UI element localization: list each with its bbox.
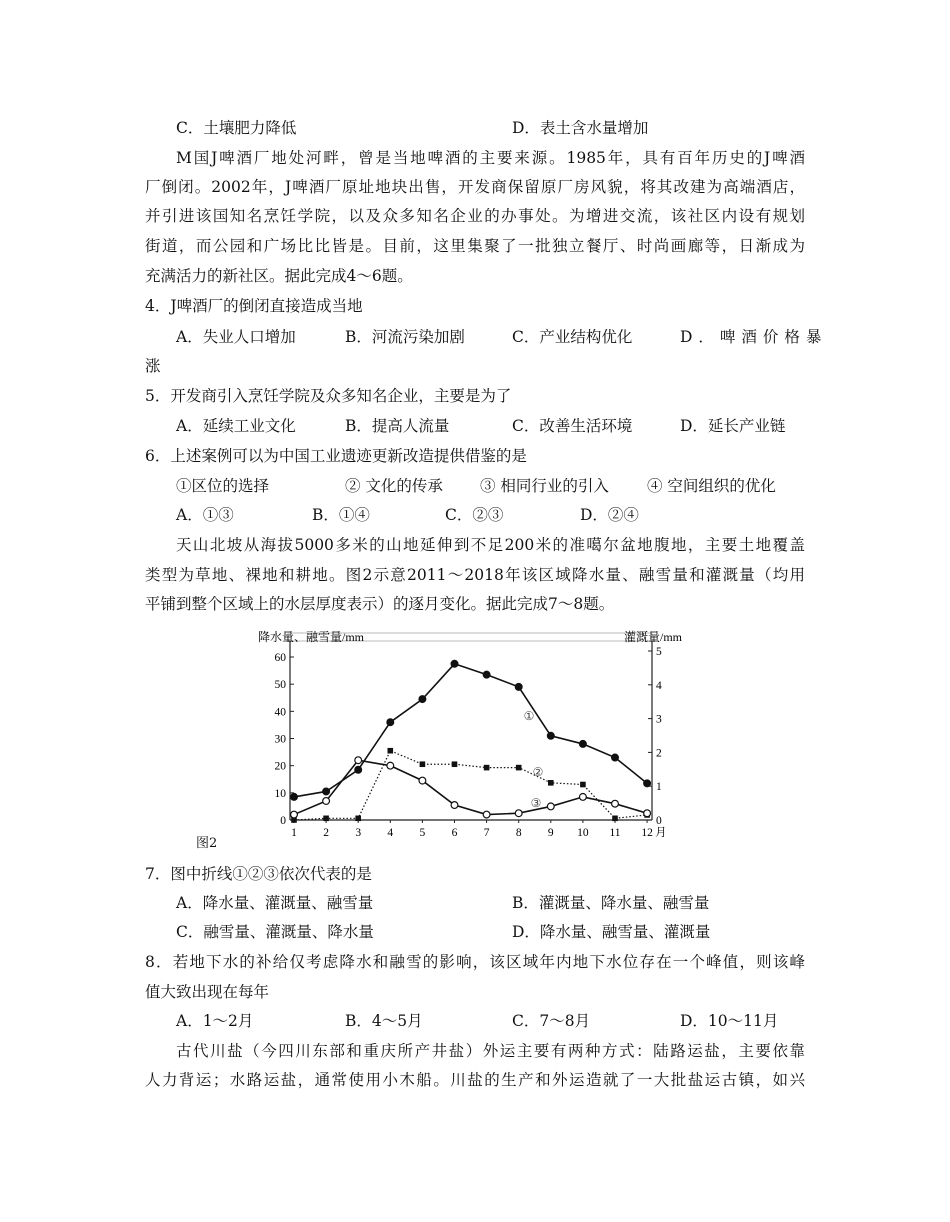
series-2-point — [323, 816, 329, 822]
left-tick-label: 40 — [274, 706, 286, 719]
series-label-3: ③ — [530, 796, 542, 810]
series-1-point — [323, 788, 330, 795]
x-tick-label: 7 — [483, 827, 490, 839]
series-1-point — [547, 732, 554, 739]
series-3-point — [515, 810, 522, 817]
q6-item: ③ 相同行业的引入 — [480, 477, 609, 495]
q5-option-c: C．改善生活环境 — [512, 417, 633, 435]
right-tick-label: 4 — [656, 679, 662, 692]
figure-caption: 图2 — [196, 836, 218, 851]
x-tick-label: 11 — [609, 827, 621, 839]
q6-item: ①区位的选择 — [176, 477, 270, 495]
left-tick-label: 20 — [274, 760, 286, 773]
q5-stem: 5．开发商引入烹饪学院及众多知名企业，主要是为了 — [145, 387, 512, 405]
series-line-1 — [294, 664, 647, 797]
q5-option-d: D．延长产业链 — [680, 417, 786, 435]
series-3-point — [355, 757, 362, 764]
passage1-line: 充满活力的新社区。据此完成4～6题。 — [145, 267, 413, 285]
series-1-point — [515, 683, 522, 690]
left-tick-label: 50 — [274, 679, 286, 692]
series-2-point — [548, 780, 554, 786]
right-axis-label: 灌溉量/mm — [624, 630, 683, 644]
q7-stem: 7．图中折线①②③依次代表的是 — [145, 865, 372, 883]
q6-option-d: D．②④ — [580, 506, 639, 524]
q5-option-a: A．延续工业文化 — [176, 417, 296, 435]
left-tick-label: 60 — [274, 652, 286, 664]
q6-option-b: B．①④ — [312, 506, 370, 524]
x-tick-label: 10 — [577, 827, 589, 839]
q8-stem: 8．若地下水的补给仅考虑降水和融雪的影响，该区域年内地下水位存在一个峰值，则该峰 — [145, 953, 805, 971]
series-3-point — [323, 798, 330, 805]
series-1-point — [387, 719, 394, 726]
series-3-point — [580, 794, 587, 801]
q4-option-a: A．失业人口增加 — [176, 328, 296, 346]
left-axis-label: 降水量、融雪量/mm — [258, 630, 365, 644]
passage1-line: 街道，而公园和广场比比皆是。目前，这里集聚了一批独立餐厅、时尚画廊等，日渐成为 — [145, 237, 805, 255]
q4-option-c: C．产业结构优化 — [512, 328, 633, 346]
right-tick-label: 0 — [656, 815, 662, 827]
passage1-line: 并引进该国知名烹饪学院，以及众多知名企业的办事处。为增进交流，该社区内设有规划 — [145, 207, 805, 225]
figure-2-chart — [250, 625, 700, 860]
passage3-line: 人力背运；水路运盐，通常使用小木船。川盐的生产和外运造就了一大批盐运古镇，如兴 — [145, 1071, 805, 1089]
series-1-point — [451, 660, 458, 667]
series-2-point — [612, 816, 618, 822]
passage1-line: 厂倒闭。2002年，J啤酒厂原址地块出售，开发商保留原厂房风貌，将其改建为高端酒店， — [145, 178, 805, 196]
series-3-point — [483, 811, 490, 818]
series-label-1: ① — [523, 709, 535, 723]
q6-stem: 6．上述案例可以为中国工业遗迹更新改造提供借鉴的是 — [145, 447, 527, 465]
q6-option-a: A．①③ — [176, 506, 234, 524]
x-tick-label: 5 — [419, 827, 426, 839]
right-tick-label: 3 — [656, 713, 662, 726]
series-2-point — [516, 765, 522, 771]
q6-option-c: C．②③ — [445, 506, 504, 524]
q7-option-d: D．降水量、融雪量、灌溉量 — [512, 923, 711, 941]
right-tick-label: 2 — [656, 747, 662, 760]
x-tick-label: 9 — [547, 827, 554, 839]
x-tick-label: 4 — [387, 827, 394, 839]
series-label-2: ② — [532, 765, 544, 779]
x-axis-unit: 月 — [655, 827, 667, 839]
x-tick-label: 1 — [291, 827, 297, 839]
series-3-point — [644, 810, 651, 817]
q8-stem: 值大致出现在每年 — [145, 983, 270, 1001]
q7-option-c: C．融雪量、灌溉量、降水量 — [176, 923, 374, 941]
q4-option-b: B．河流污染加剧 — [345, 328, 465, 346]
series-3-point — [451, 802, 458, 809]
q8-option-c: C．7～8月 — [512, 1012, 591, 1030]
passage3-line: 古代川盐（今四川东部和重庆所产井盐）外运主要有两种方式：陆路运盐，主要依靠 — [176, 1042, 805, 1060]
q6-item: ② 文化的传承 — [345, 477, 443, 495]
series-1-point — [355, 766, 362, 773]
series-1-point — [483, 671, 490, 678]
left-tick-label: 30 — [274, 733, 286, 746]
q7-option-a: A．降水量、灌溉量、融雪量 — [176, 894, 374, 912]
passage1-line: M国J啤酒厂地处河畔，曾是当地啤酒的主要来源。1985年，具有百年历史的J啤酒 — [176, 149, 805, 167]
x-tick-label: 6 — [451, 827, 458, 839]
series-1-point — [580, 741, 587, 748]
series-1-point — [419, 696, 426, 703]
series-3-point — [291, 811, 298, 818]
x-tick-label: 2 — [323, 827, 329, 839]
passage2-line: 天山北坡从海拔5000多米的山地延伸到不足200米的准噶尔盆地腹地，主要土地覆盖 — [176, 536, 805, 554]
series-1-point — [644, 780, 651, 787]
series-line-3 — [294, 760, 647, 814]
series-1-point — [612, 754, 619, 761]
q7-option-b: B．灌溉量、降水量、融雪量 — [512, 894, 710, 912]
series-2-point — [388, 748, 394, 754]
passage2-line: 平铺到整个区域上的水层厚度表示）的逐月变化。据此完成7～8题。 — [145, 595, 615, 613]
series-3-point — [387, 762, 394, 769]
right-tick-label: 1 — [656, 781, 662, 794]
passage2-line: 类型为草地、裸地和耕地。图2示意2011～2018年该区域降水量、融雪量和灌溉量（均用 — [145, 566, 805, 584]
q8-option-d: D．10～11月 — [680, 1012, 779, 1030]
series-2-point — [420, 761, 426, 767]
left-tick-label: 10 — [274, 787, 286, 800]
series-3-point — [547, 803, 554, 810]
series-2-point — [580, 782, 586, 788]
q3-option-c: C．土壤肥力降低 — [176, 119, 297, 137]
series-2-point — [355, 816, 361, 822]
right-tick-label: 5 — [656, 646, 662, 658]
q5-option-b: B．提高人流量 — [345, 417, 450, 435]
x-tick-label: 8 — [515, 827, 522, 839]
left-tick-label: 0 — [280, 815, 286, 827]
q3-option-d: D．表土含水量增加 — [512, 119, 649, 137]
q6-item: ④ 空间组织的优化 — [647, 477, 776, 495]
q8-option-a: A．1～2月 — [176, 1012, 254, 1030]
q4-option-d: D．啤酒价格暴 — [680, 328, 828, 346]
series-2-point — [484, 765, 490, 771]
series-3-point — [419, 777, 426, 784]
q4-stem: 4．J啤酒厂的倒闭直接造成当地 — [145, 297, 363, 315]
series-1-point — [291, 794, 298, 801]
q4-option-d-cont: 涨 — [145, 357, 161, 375]
x-tick-label: 3 — [355, 827, 362, 839]
series-2-point — [452, 761, 458, 767]
q8-option-b: B．4～5月 — [345, 1012, 423, 1030]
series-3-point — [612, 800, 619, 807]
x-tick-label: 12 — [641, 827, 653, 839]
